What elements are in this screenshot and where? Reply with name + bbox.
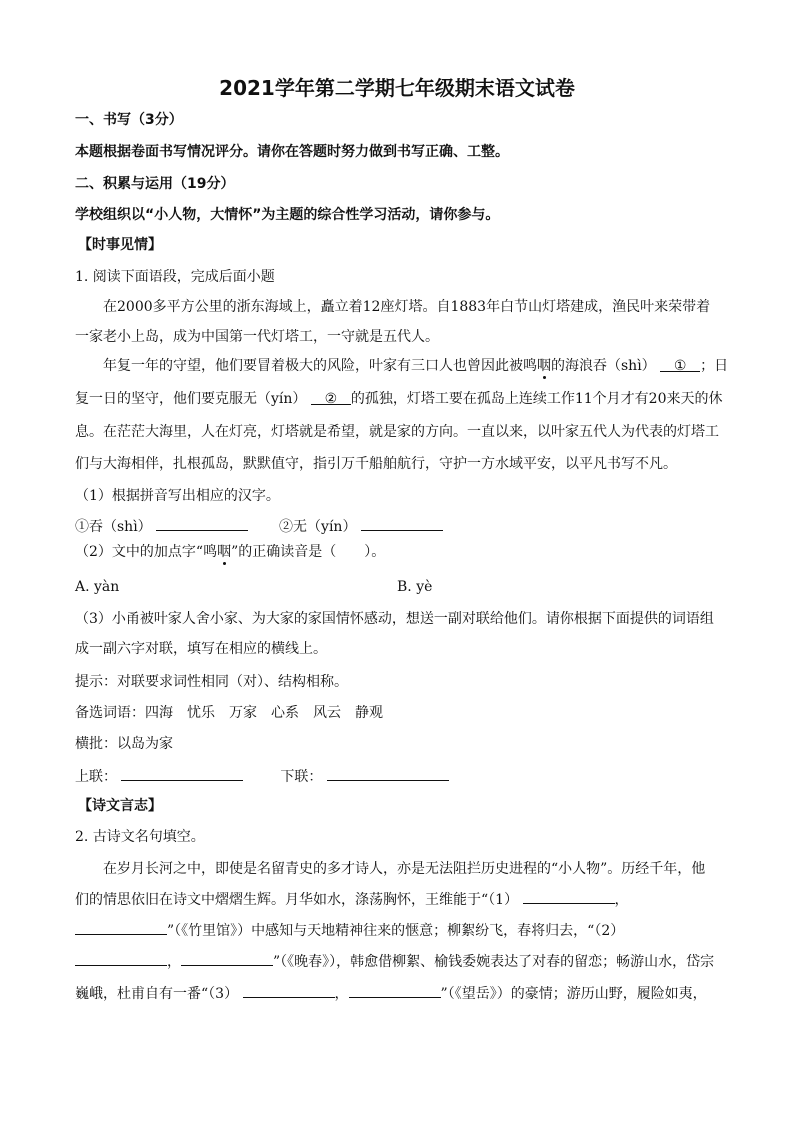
section2-intro: 学校组织以“小人物，大情怀”为主题的综合性学习活动，请你参与。 <box>75 207 500 223</box>
passage-line <box>75 390 723 408</box>
word-choice: 静观 <box>355 705 383 721</box>
poem-text: ， <box>334 986 349 1002</box>
answer-blank-b[interactable] <box>361 516 443 531</box>
sub-question-3: （3）小甬被叶家人舍小家、为大家的家国情怀感动，想送一副对联给他们。请你根据下面提供的词语组 <box>75 611 714 627</box>
blank-2[interactable]: ② <box>311 390 351 405</box>
poem-text: ， <box>167 954 181 970</box>
poem-text: 们的情思依旧在诗文中熠熠生辉。月华如水，涤荡胸怀，王维能于“（1） <box>75 892 519 908</box>
poem-text: 巍峨，杜甫自有一番“（3） <box>75 986 239 1002</box>
hengpi: 横批：以岛为家 <box>75 736 173 752</box>
sub2-text: （2）文中的加点字“鸣 <box>75 544 218 560</box>
sub-question-3-cont: 成一副六字对联，填写在相应的横线上。 <box>75 641 327 657</box>
section1-body: 本题根据卷面书写情况评分。请你在答题时努力做到书写正确、工整。 <box>75 144 509 160</box>
word-choice: 风云 <box>313 705 341 721</box>
poem-blank-1b[interactable] <box>75 920 167 935</box>
sub2-text: ”的正确读音是（ ）。 <box>231 544 386 560</box>
poem-line <box>75 889 629 909</box>
poem-blank-1a[interactable] <box>523 889 615 904</box>
q2-title: 2. 古诗文名句填空。 <box>75 829 205 845</box>
word-choice: 忧乐 <box>187 705 215 721</box>
sub-question-1: （1）根据拼音写出相应的汉字。 <box>75 488 280 504</box>
word-choice: 心系 <box>271 705 299 721</box>
couplet-lines <box>75 766 449 786</box>
answer-blank-a[interactable] <box>156 516 248 531</box>
sub-question-1-answers <box>75 516 443 536</box>
section1-heading: 一、书写（3分） <box>75 112 183 128</box>
word-choice: 万家 <box>229 705 257 721</box>
shanglian-blank[interactable] <box>121 766 243 781</box>
poem-text: ”（《晚春》），韩愈借柳絮、榆钱委婉表达了对春的留恋；畅游山水，岱宗 <box>273 954 715 970</box>
passage-text: 年复一年的守望，他们要冒着极大的风险，叶家有三口人也曾因此被鸣 <box>103 358 537 374</box>
passage-line: 们与大海相伴，扎根孤岛，默默值守，指引万千船舶航行，守护一方水域平安，以平凡书写不凡。 <box>75 456 677 472</box>
hint: 提示：对联要求词性相同（对）、结构相称。 <box>75 674 348 690</box>
page-title: 2021学年第二学期七年级期末语文试卷 <box>219 76 575 100</box>
poem-text: ”（《竹里馆》）中感知与天地精神往来的惬意；柳絮纷飞，春将归去，“（2） <box>167 923 625 939</box>
passage-text: ；日 <box>700 358 729 374</box>
poem-text: ”（《望岳》）的豪情；游历山野，履险如夷， <box>440 986 707 1002</box>
poem-line: 在岁月长河之中，即使是名留青史的多才诗人，亦是无法阻拦历史进程的“小人物”。历经千年，他 <box>103 861 706 877</box>
word-choices <box>75 704 397 722</box>
passage-line: 一家老小上岛，成为中国第一代灯塔工，一守就是五代人。 <box>75 329 439 345</box>
option-b[interactable]: B. yè <box>397 579 433 595</box>
dotted-char: 咽 <box>217 544 232 560</box>
passage-line <box>103 357 728 375</box>
passage-line: 息。在茫茫大海里，人在灯亮，灯塔就是希望，就是家的方向。一直以来，以叶家五代人为代表的灯塔工 <box>75 424 719 440</box>
poem-blank-2b[interactable] <box>181 951 273 966</box>
poem-text: ， <box>614 892 629 908</box>
option-a[interactable]: A. yàn <box>75 579 120 595</box>
poem-blank-3b[interactable] <box>349 983 441 998</box>
poem-line <box>75 951 714 971</box>
answer-label-b: ②无（yín） <box>279 519 357 535</box>
passage-text: 的海浪吞（shì） <box>551 358 656 374</box>
answer-label-a: ①吞（shì） <box>75 519 152 535</box>
shanglian-label: 上联： <box>75 769 117 785</box>
poem-blank-3a[interactable] <box>243 983 335 998</box>
poem-line <box>75 983 707 1003</box>
xialian-blank[interactable] <box>327 766 449 781</box>
poem-line <box>75 920 624 940</box>
part1-heading: 【时事见情】 <box>78 237 162 253</box>
poem-blank-2a[interactable] <box>75 951 167 966</box>
passage-text: 的孤独，灯塔工要在孤岛上连续工作11个月才有20来天的休 <box>350 391 723 407</box>
xialian-label: 下联： <box>280 769 323 785</box>
word-choice: 四海 <box>145 705 173 721</box>
dotted-char: 咽 <box>537 358 551 374</box>
sub-question-2 <box>75 543 385 561</box>
passage-line: 在2000多平方公里的浙东海域上，矗立着12座灯塔。自1883年白节山灯塔建成，渔民叶来荣带着 <box>103 299 711 315</box>
blank-1[interactable]: ① <box>660 357 700 372</box>
section2-heading: 二、积累与运用（19分） <box>75 176 235 192</box>
part2-heading: 【诗文言志】 <box>78 798 162 814</box>
word-choices-label: 备选词语： <box>75 705 145 721</box>
passage-text: 复一日的坚守，他们要克服无（yín） <box>75 391 307 407</box>
q1-title: 1. 阅读下面语段，完成后面小题 <box>75 269 275 285</box>
